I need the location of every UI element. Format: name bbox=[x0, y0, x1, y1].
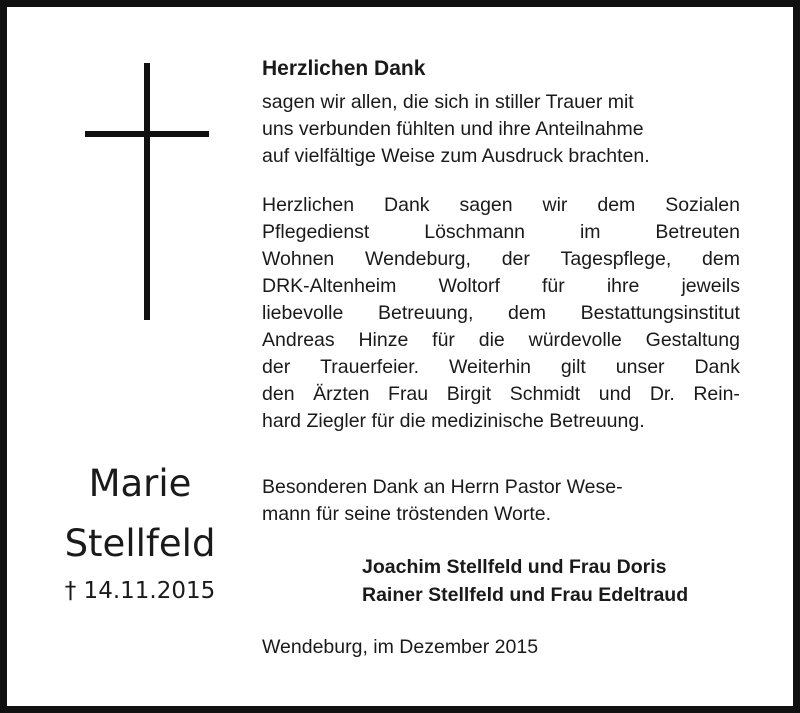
text-line: liebevolle Betreuung, dem Bestattungsinstitut bbox=[262, 302, 740, 324]
place-date: Wendeburg, im Dezember 2015 bbox=[262, 636, 539, 658]
paragraph-thanks-pastor bbox=[262, 474, 740, 528]
heading: Herzlichen Dank bbox=[262, 57, 426, 80]
text-line: uns verbunden fühlten und ihre Anteilnahme bbox=[262, 118, 644, 140]
signature-line: Joachim Stellfeld und Frau Doris bbox=[362, 556, 667, 578]
text-line: hard Ziegler für die medizinische Betreuung. bbox=[262, 410, 645, 432]
text-line: Besonderen Dank an Herrn Pastor Wese- bbox=[262, 476, 623, 498]
deceased-first-name: Marie bbox=[88, 462, 192, 505]
text-line: mann für seine tröstenden Worte. bbox=[262, 503, 552, 525]
cross-vertical-bar bbox=[144, 63, 150, 320]
text-line: Pflegedienst Löschmann im Betreuten bbox=[262, 221, 740, 243]
text-line: Andreas Hinze für die würdevolle Gestaltung bbox=[262, 329, 740, 351]
text-line: DRK-Altenheim Woltorf für ihre jeweils bbox=[262, 275, 740, 297]
text-line: der Trauerfeier. Weiterhin gilt unser Dank bbox=[262, 356, 740, 378]
signature-line: Rainer Stellfeld und Frau Edeltraud bbox=[362, 584, 689, 606]
text-line: auf vielfältige Weise zum Ausdruck brachten. bbox=[262, 145, 650, 167]
paragraph-thanks-care bbox=[262, 192, 740, 435]
cross-horizontal-bar bbox=[85, 131, 209, 137]
text-line: den Ärzten Frau Birgit Schmidt und Dr. Rein- bbox=[262, 383, 740, 405]
paragraph-thanks-all bbox=[262, 89, 740, 170]
death-date: † 14.11.2015 bbox=[64, 578, 216, 604]
text-line: sagen wir allen, die sich in stiller Trauer mit bbox=[262, 91, 634, 113]
text-line: Herzlichen Dank sagen wir dem Sozialen bbox=[262, 194, 740, 216]
text-line: Wohnen Wendeburg, der Tagespflege, dem bbox=[262, 248, 740, 270]
deceased-last-name: Stellfeld bbox=[64, 522, 216, 565]
